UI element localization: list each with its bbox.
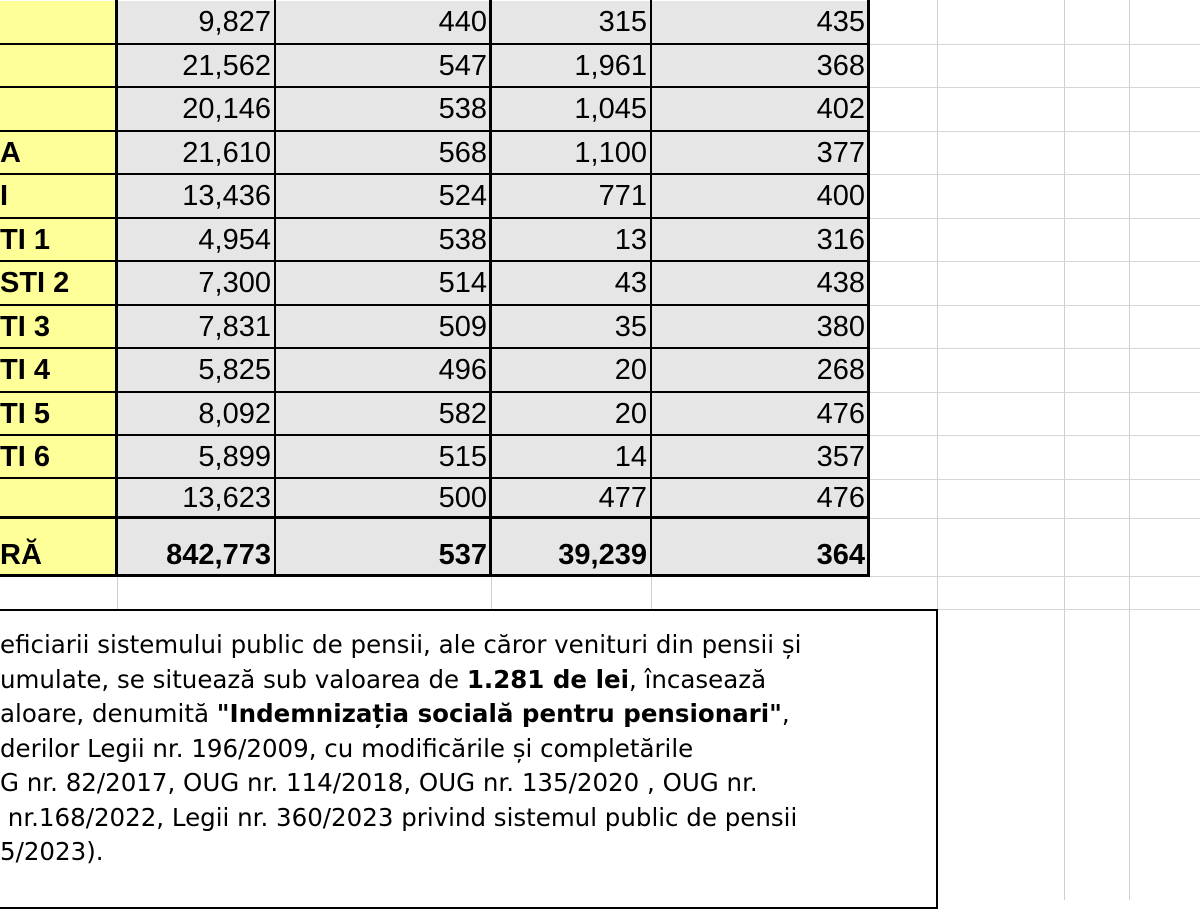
table-border — [0, 347, 870, 349]
row-label-cell[interactable] — [0, 436, 117, 479]
value-cell[interactable]: 476 — [651, 393, 869, 436]
row-label: TI 5 — [0, 398, 50, 430]
value-cell[interactable]: 400 — [651, 175, 869, 218]
value-cell[interactable]: 21,610 — [117, 132, 275, 175]
value-cell[interactable]: 13,623 — [117, 479, 275, 518]
total-value-cell[interactable]: 537 — [275, 519, 491, 575]
value-cell[interactable]: 438 — [651, 262, 869, 305]
total-value-cell[interactable]: 39,239 — [491, 519, 651, 575]
row-label-cell[interactable] — [0, 393, 117, 436]
total-label: RĂ — [0, 539, 42, 571]
table-border — [0, 434, 870, 436]
value-cell[interactable]: 440 — [275, 1, 491, 44]
value-cell[interactable]: 402 — [651, 88, 869, 131]
value-cell[interactable]: 315 — [491, 1, 651, 44]
table-border — [650, 0, 652, 577]
table-border — [0, 477, 870, 479]
row-label-cell[interactable] — [0, 349, 117, 392]
row-label: STI 2 — [0, 267, 70, 299]
table-border — [115, 0, 118, 577]
table-border — [0, 391, 870, 393]
row-label-cell[interactable] — [0, 88, 117, 131]
value-cell[interactable]: 496 — [275, 349, 491, 392]
value-cell[interactable]: 582 — [275, 393, 491, 436]
row-label: A — [0, 137, 21, 169]
note-line: , încasează — [628, 664, 767, 694]
total-value-cell[interactable]: 842,773 — [117, 519, 275, 575]
row-label-cell[interactable] — [0, 306, 117, 349]
value-cell[interactable]: 477 — [491, 479, 651, 518]
row-label: TI 1 — [0, 224, 50, 256]
note-benefit-name: "Indemnizația socială pentru pensionari" — [216, 699, 782, 728]
value-cell[interactable]: 5,825 — [117, 349, 275, 392]
value-cell[interactable]: 538 — [275, 88, 491, 131]
value-cell[interactable]: 14 — [491, 436, 651, 479]
row-label-cell[interactable] — [0, 262, 117, 305]
table-border — [0, 574, 870, 577]
table-border — [0, 217, 870, 219]
note-line: eficiarii sistemului public de pensii, ale căror venituri din pensii și — [0, 630, 802, 659]
row-label-cell[interactable] — [0, 45, 117, 88]
table-border — [0, 516, 870, 519]
value-cell[interactable]: 357 — [651, 436, 869, 479]
total-label-cell[interactable] — [0, 519, 117, 575]
value-cell[interactable]: 35 — [491, 306, 651, 349]
row-label-cell[interactable] — [0, 132, 117, 175]
value-cell[interactable]: 568 — [275, 132, 491, 175]
grid-col-line — [651, 576, 652, 610]
value-cell[interactable]: 1,045 — [491, 88, 651, 131]
note-line: aloare, denumită — [0, 699, 217, 728]
value-cell[interactable]: 8,092 — [117, 393, 275, 436]
value-cell[interactable]: 515 — [275, 436, 491, 479]
value-cell[interactable]: 21,562 — [117, 45, 275, 88]
note-line: , — [781, 699, 790, 728]
table-border — [0, 260, 870, 262]
note-line: 5/2023). — [0, 837, 104, 866]
table-border — [274, 0, 276, 577]
row-label: TI 4 — [0, 354, 50, 386]
value-cell[interactable]: 7,831 — [117, 306, 275, 349]
value-cell[interactable]: 377 — [651, 132, 869, 175]
value-cell[interactable]: 20,146 — [117, 88, 275, 131]
total-value-cell[interactable]: 364 — [651, 519, 869, 575]
table-border — [0, 43, 870, 45]
grid-col-line — [1064, 0, 1065, 900]
table-border — [0, 304, 870, 306]
row-label-cell[interactable] — [0, 219, 117, 262]
note-text — [0, 628, 936, 870]
value-cell[interactable]: 514 — [275, 262, 491, 305]
value-cell[interactable]: 380 — [651, 306, 869, 349]
value-cell[interactable]: 547 — [275, 45, 491, 88]
value-cell[interactable]: 5,899 — [117, 436, 275, 479]
value-cell[interactable]: 500 — [275, 479, 491, 518]
value-cell[interactable]: 20 — [491, 393, 651, 436]
grid-col-line — [491, 576, 492, 610]
value-cell[interactable]: 509 — [275, 306, 491, 349]
value-cell[interactable]: 43 — [491, 262, 651, 305]
table-border — [867, 0, 870, 577]
table-border — [489, 0, 492, 577]
note-line: nr.168/2022, Legii nr. 360/2023 privind sistemul public de pensii — [0, 802, 798, 832]
value-cell[interactable]: 7,300 — [117, 262, 275, 305]
grid-col-line — [117, 576, 118, 610]
note-amount: 1.281 de lei — [466, 664, 629, 694]
row-label-cell[interactable] — [0, 1, 117, 44]
value-cell[interactable]: 268 — [651, 349, 869, 392]
value-cell[interactable]: 368 — [651, 45, 869, 88]
value-cell[interactable]: 524 — [275, 175, 491, 218]
value-cell[interactable]: 1,961 — [491, 45, 651, 88]
value-cell[interactable]: 771 — [491, 175, 651, 218]
value-cell[interactable]: 435 — [651, 1, 869, 44]
value-cell[interactable]: 9,827 — [117, 1, 275, 44]
table-border — [0, 173, 870, 175]
value-cell[interactable]: 20 — [491, 349, 651, 392]
grid-col-line — [1129, 0, 1130, 900]
value-cell[interactable]: 538 — [275, 219, 491, 262]
table-border — [0, 130, 870, 132]
value-cell[interactable]: 13,436 — [117, 175, 275, 218]
note-line: derilor Legii nr. 196/2009, cu modificările și completările — [0, 733, 694, 763]
table-border — [0, 86, 870, 88]
note-line: umulate, se situează sub valoarea de — [0, 664, 467, 694]
row-label: I — [0, 180, 9, 212]
value-cell[interactable]: 316 — [651, 219, 869, 262]
value-cell[interactable]: 4,954 — [117, 219, 275, 262]
row-label: TI 6 — [0, 441, 50, 473]
value-cell[interactable]: 1,100 — [491, 132, 651, 175]
row-label-cell[interactable] — [0, 175, 117, 218]
value-cell[interactable]: 13 — [491, 219, 651, 262]
value-cell[interactable]: 476 — [651, 479, 869, 518]
row-label-cell[interactable] — [0, 479, 117, 518]
row-label: TI 3 — [0, 311, 50, 343]
note-line: G nr. 82/2017, OUG nr. 114/2018, OUG nr. 135/2020 , OUG nr. — [0, 768, 758, 797]
